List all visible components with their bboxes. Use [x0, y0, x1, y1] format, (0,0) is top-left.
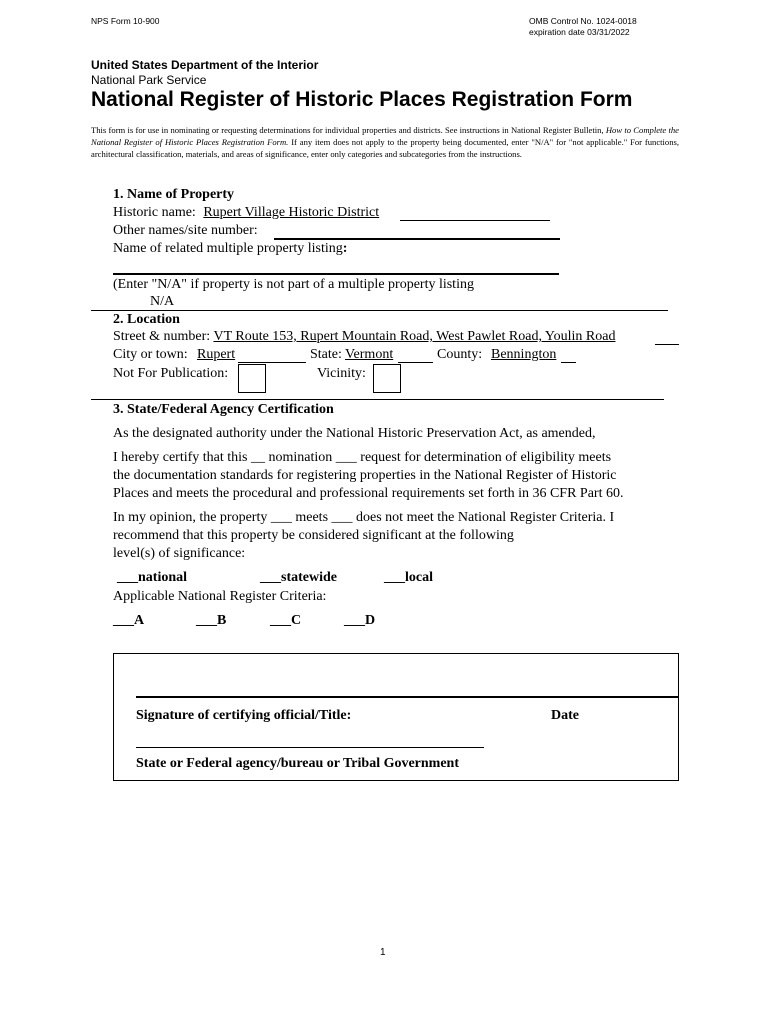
opinion-line-1: In my opinion, the property ___ meets ___ does not meet the National Register Criteria. I: [113, 510, 615, 525]
department-name: United States Department of the Interior: [91, 58, 319, 72]
certify-line-3: Places and meets the procedural and professional requirements set forth in 36 CFR Part 60.: [113, 486, 624, 501]
form-id: NPS Form 10-900: [91, 16, 160, 26]
intro-text-a: This form is for use in nominating or requesting determinations for individual properties and districts. See instructions in National Register Bulletin,: [91, 125, 606, 135]
page-title: National Register of Historic Places Registration Form: [91, 88, 633, 111]
section2-heading: 2. Location: [113, 312, 180, 327]
criteria-d[interactable]: ___D: [344, 613, 376, 628]
intro-text-b: If any item does not apply to the property being documented, enter "N/A" for "not applicable." For functions, architectural classification, materials, and areas of significance, enter only categories and subcategories from the instructions.: [91, 137, 680, 159]
section3-heading: 3. State/Federal Agency Certification: [113, 402, 334, 417]
historic-name-label: Historic name:: [113, 205, 196, 220]
level-local[interactable]: ___local: [384, 570, 433, 585]
other-names-field[interactable]: [274, 238, 560, 240]
historic-name-value[interactable]: Rupert Village Historic District: [203, 205, 380, 220]
authority-statement: As the designated authority under the National Historic Preservation Act, as amended,: [113, 426, 596, 441]
agency-label: State or Federal agency/bureau or Tribal Government: [136, 756, 460, 771]
other-names-label: Other names/site number:: [113, 223, 258, 238]
county-label: County:: [437, 347, 483, 362]
state-label: State:: [310, 347, 342, 362]
related-listing-row: [113, 241, 347, 257]
not-for-publication-label: Not For Publication:: [113, 366, 229, 381]
expiration-date: expiration date 03/31/2022: [529, 27, 630, 37]
vicinity-checkbox[interactable]: [373, 364, 401, 393]
state-value[interactable]: Vermont: [345, 347, 394, 362]
related-listing-field[interactable]: [113, 273, 559, 275]
city-label: City or town:: [113, 347, 188, 362]
city-value[interactable]: Rupert: [197, 347, 236, 362]
level-national[interactable]: ___national: [117, 570, 188, 585]
opinion-line-2: recommend that this property be considered significant at the following: [113, 528, 514, 543]
criteria-a[interactable]: ___A: [113, 613, 145, 628]
page-number: 1: [380, 947, 386, 958]
not-for-publication-checkbox[interactable]: [238, 364, 266, 393]
date-label: Date: [551, 708, 579, 723]
signature-block: [113, 653, 679, 781]
section1-divider: [91, 310, 668, 311]
historic-name-row: [113, 205, 379, 221]
section2-divider: [91, 399, 664, 400]
county-value[interactable]: Bennington: [491, 347, 557, 362]
level-statewide[interactable]: ___statewide: [260, 570, 337, 585]
section1-heading: 1. Name of Property: [113, 187, 235, 202]
criteria-c[interactable]: ___C: [270, 613, 302, 628]
street-row: [113, 329, 615, 345]
intro-bulletin-title: How to Complete the National Register of Historic Places Registration Form.: [91, 125, 679, 147]
related-listing-label: Name of related multiple property listing: [113, 241, 343, 256]
intro-paragraph: [91, 124, 679, 160]
signature-label: Signature of certifying official/Title:: [136, 708, 352, 723]
street-label: Street & number:: [113, 329, 211, 344]
enter-na-note: (Enter "N/A" if property is not part of a multiple property listing: [113, 277, 474, 292]
street-value[interactable]: VT Route 153, Rupert Mountain Road, West Pawlet Road, Youlin Road: [213, 329, 616, 344]
criteria-label: Applicable National Register Criteria:: [113, 589, 327, 604]
signature-line[interactable]: [136, 696, 678, 698]
criteria-b[interactable]: ___B: [196, 613, 227, 628]
related-listing-value[interactable]: N/A: [150, 294, 175, 309]
related-listing-colon: :: [342, 241, 348, 256]
agency-line[interactable]: [136, 747, 484, 748]
opinion-line-3: level(s) of significance:: [113, 546, 246, 561]
service-name: National Park Service: [91, 73, 207, 87]
omb-control-number: OMB Control No. 1024-0018: [529, 16, 637, 26]
certify-line-1: I hereby certify that this __ nomination ___ request for determination of eligibility meets: [113, 450, 612, 465]
vicinity-label: Vicinity:: [317, 366, 366, 381]
certify-line-2: the documentation standards for registering properties in the National Register of Historic: [113, 468, 617, 483]
